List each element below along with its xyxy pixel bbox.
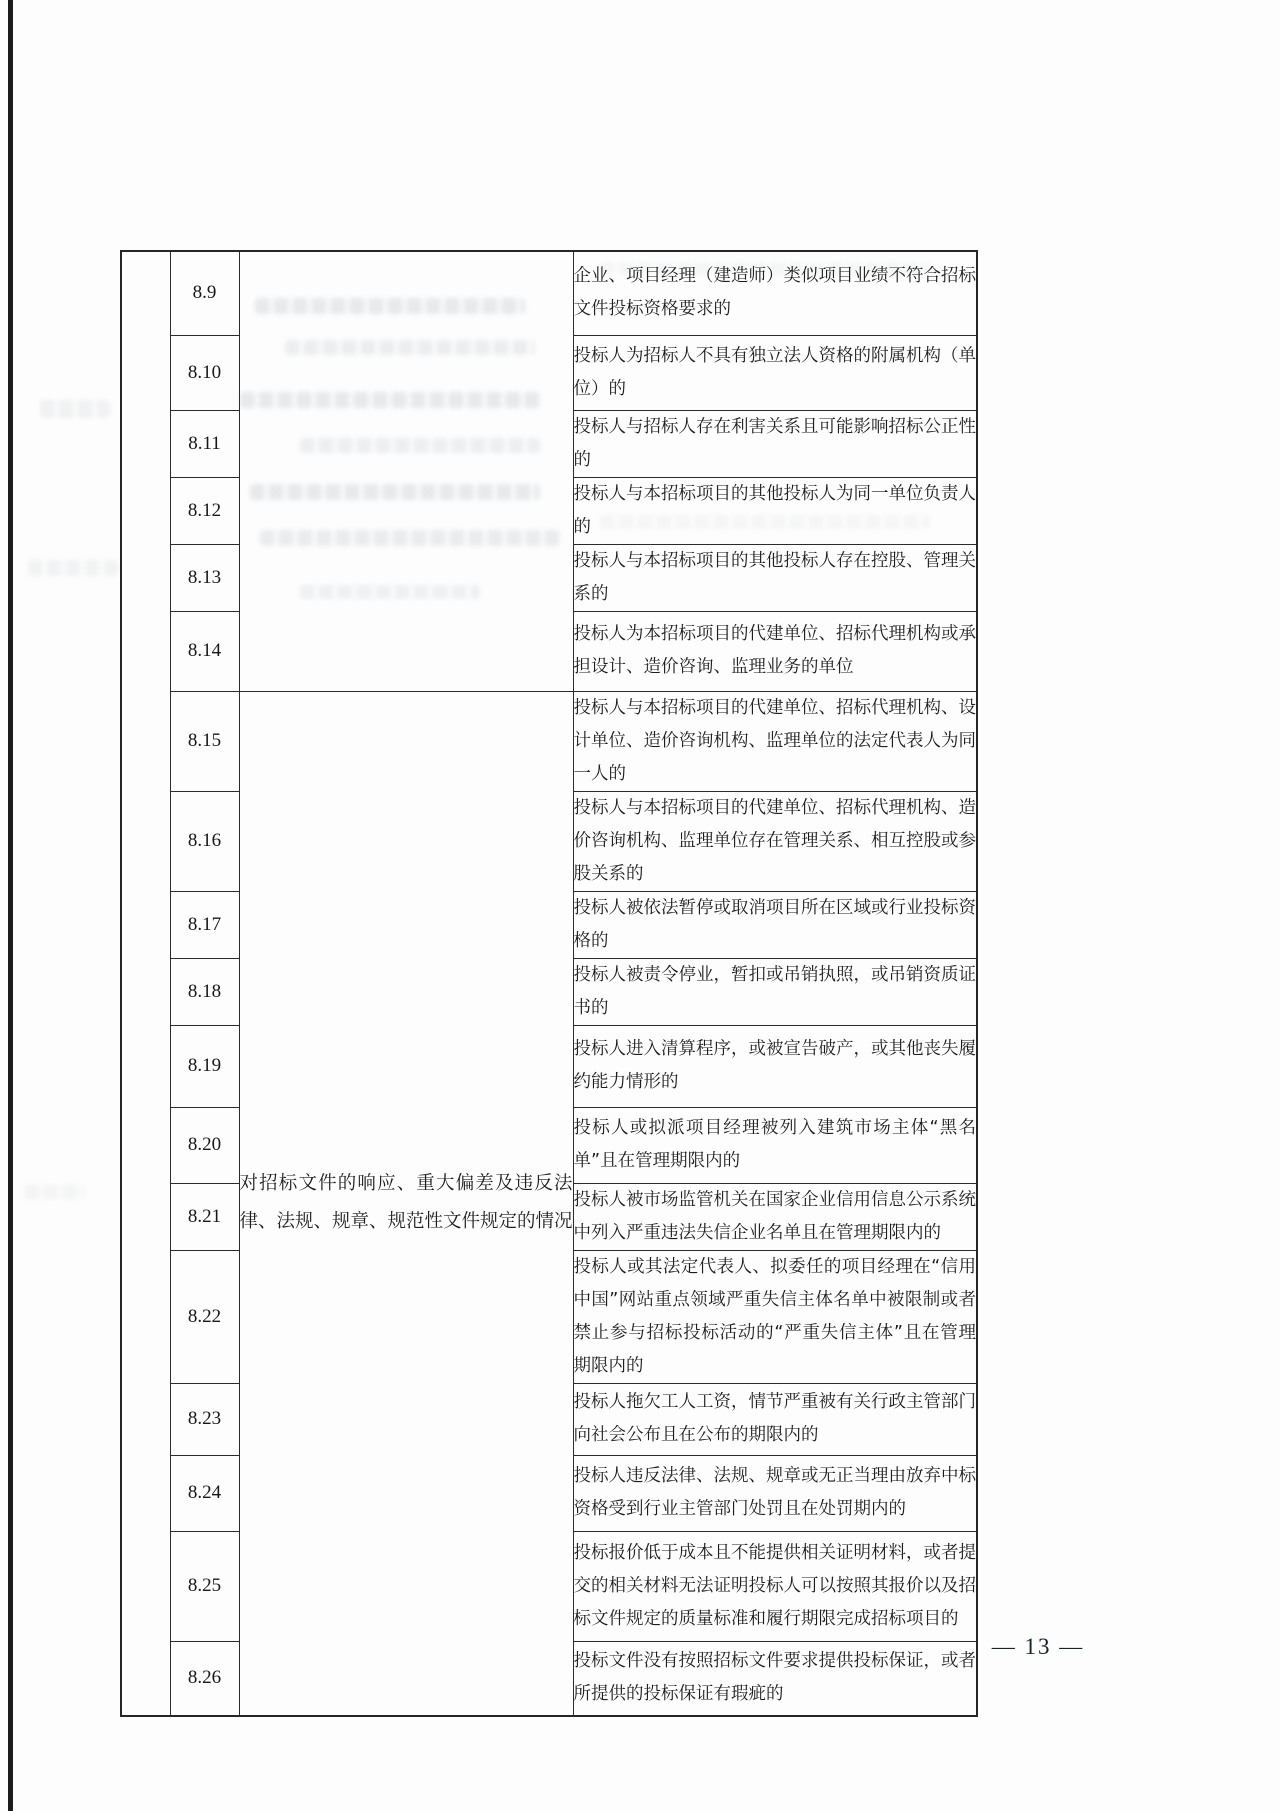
bid-rejection-situations-table [120,250,978,1717]
row-number-cell: 8.16 [170,791,239,891]
row-number-cell: 8.11 [170,410,239,477]
category-cell-upper [239,251,573,691]
row-number-cell: 8.25 [170,1531,239,1641]
scan-bleed-artifact [40,400,110,418]
situation-cell: 投标人进入清算程序，或被宣告破产，或其他丧失履约能力情形的 [573,1025,977,1107]
row-number-cell: 8.12 [170,477,239,544]
scan-edge-line [8,0,13,1811]
situation-cell: 投标人或其法定代表人、拟委任的项目经理在“信用中国”网站重点领域严重失信主体名单中被限制或者禁止参与招标投标活动的“严重失信主体”且在管理期限内的 [573,1250,977,1383]
situation-cell: 投标人与本招标项目的代建单位、招标代理机构、设计单位、造价咨询机构、监理单位的法定代表人为同一人的 [573,691,977,791]
scan-bleed-artifact [28,560,118,576]
page-number: — 13 — [991,1634,1085,1659]
situation-cell: 投标人拖欠工人工资，情节严重被有关行政主管部门向社会公布且在公布的期限内的 [573,1383,977,1455]
situation-cell: 投标人为招标人不具有独立法人资格的附属机构（单位）的 [573,335,977,410]
row-number-cell: 8.14 [170,611,239,691]
row-number-cell: 8.13 [170,544,239,611]
row-number-cell: 8.9 [170,251,239,335]
table-row [121,691,977,791]
row-number-cell: 8.23 [170,1383,239,1455]
row-number-cell: 8.21 [170,1183,239,1250]
row-number-cell: 8.10 [170,335,239,410]
merged-left-column-cell [121,251,170,1716]
situation-cell: 投标人与本招标项目的其他投标人为同一单位负责人的 [573,477,977,544]
row-number-cell: 8.17 [170,891,239,958]
situation-cell: 投标人被依法暂停或取消项目所在区域或行业投标资格的 [573,891,977,958]
situation-cell: 投标人与本招标项目的代建单位、招标代理机构、造价咨询机构、监理单位存在管理关系、相互控股或参股关系的 [573,791,977,891]
row-number-cell: 8.22 [170,1250,239,1383]
category-cell-lower: 对招标文件的响应、重大偏差及违反法律、法规、规章、规范性文件规定的情况 [239,691,573,1716]
row-number-cell: 8.18 [170,958,239,1025]
row-number-cell: 8.24 [170,1455,239,1531]
situation-cell: 投标人为本招标项目的代建单位、招标代理机构或承担设计、造价咨询、监理业务的单位 [573,611,977,691]
situation-cell: 投标报价低于成本且不能提供相关证明材料，或者提交的相关材料无法证明投标人可以按照其报价以及招标文件规定的质量标准和履行期限完成招标项目的 [573,1531,977,1641]
situation-cell: 投标人违反法律、法规、规章或无正当理由放弃中标资格受到行业主管部门处罚且在处罚期内的 [573,1455,977,1531]
situation-cell: 投标人与招标人存在利害关系且可能影响招标公正性的 [573,410,977,477]
row-number-cell: 8.19 [170,1025,239,1107]
scan-bleed-artifact [25,1185,85,1199]
situation-cell: 投标人或拟派项目经理被列入建筑市场主体“黑名单”且在管理期限内的 [573,1107,977,1183]
situation-cell: 投标人被市场监管机关在国家企业信用信息公示系统中列入严重违法失信企业名单且在管理期限内的 [573,1183,977,1250]
situation-cell: 投标人与本招标项目的其他投标人存在控股、管理关系的 [573,544,977,611]
table-row [121,251,977,335]
situation-cell: 企业、项目经理（建造师）类似项目业绩不符合招标文件投标资格要求的 [573,251,977,335]
row-number-cell: 8.26 [170,1641,239,1716]
situation-cell: 投标人被责令停业，暂扣或吊销执照，或吊销资质证书的 [573,958,977,1025]
row-number-cell: 8.15 [170,691,239,791]
row-number-cell: 8.20 [170,1107,239,1183]
situation-cell: 投标文件没有按照招标文件要求提供投标保证，或者所提供的投标保证有瑕疵的 [573,1641,977,1716]
